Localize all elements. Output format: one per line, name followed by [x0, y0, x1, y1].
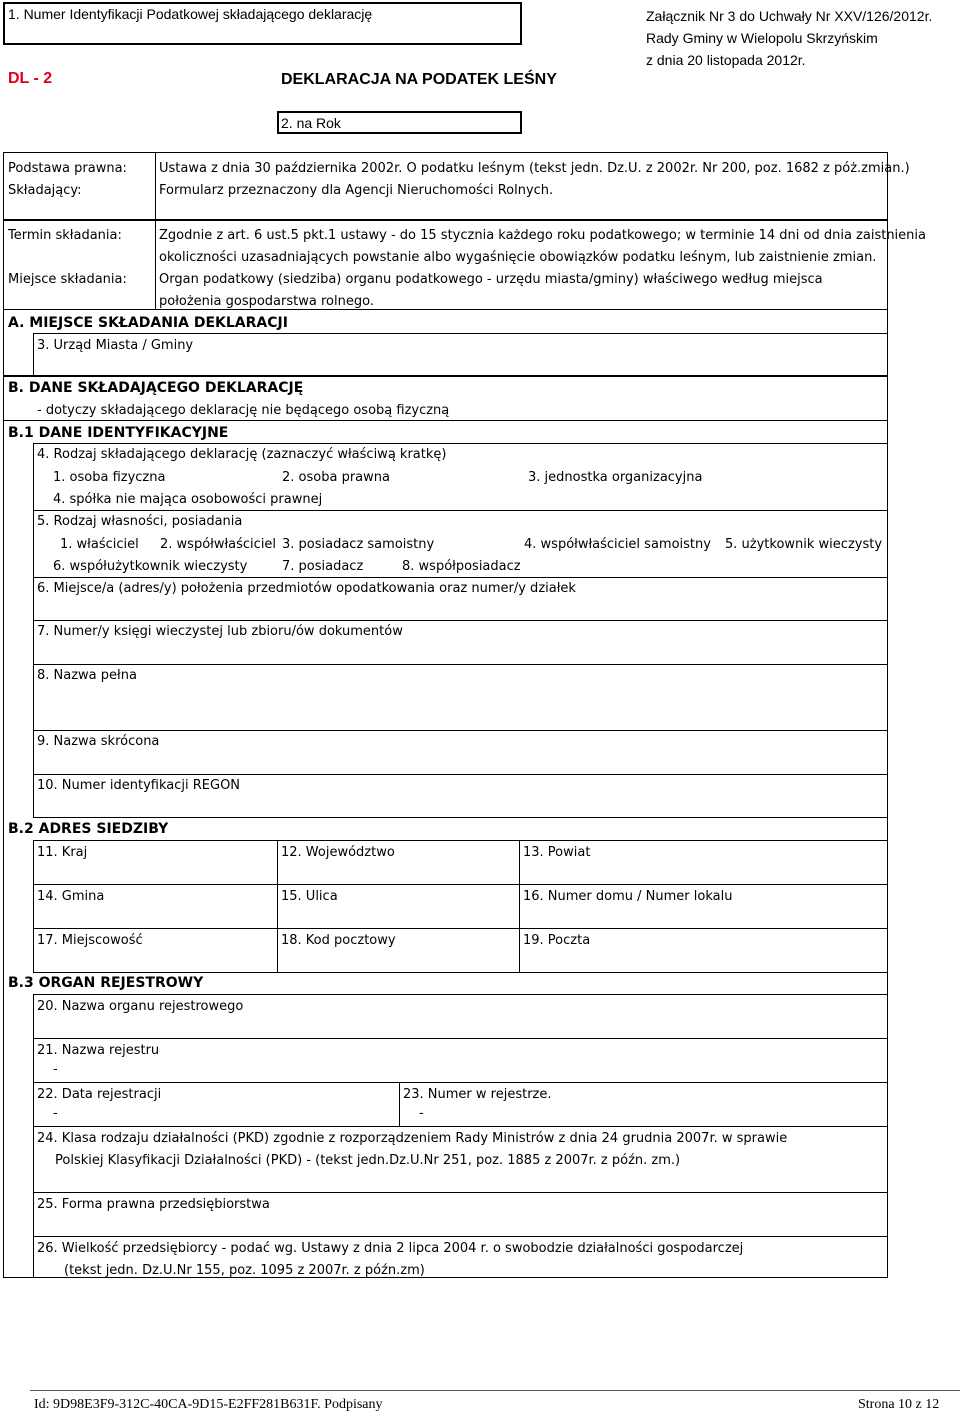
short-name-field[interactable] [33, 730, 888, 775]
form-code: DL - 2 [8, 70, 53, 87]
filer-value: Formularz przeznaczony dla Agencji Nieruchomości Rolnych. [159, 183, 554, 198]
section-b-note-divider [3, 420, 888, 421]
footer-divider [30, 1390, 960, 1391]
full-name-field[interactable] [33, 664, 888, 731]
registry-name-value: - [53, 1062, 58, 1077]
tax-year-field-label: 2. na Rok [281, 115, 341, 131]
short-name-label: 9. Nazwa skrócona [37, 734, 160, 749]
pkd-class-label-2: Polskiej Klasyfikacji Działalności (PKD) - (tekst jedn.Dz.U.Nr 251, poz. 1885 z 2007r. z późn. zm.) [55, 1153, 681, 1168]
ownership-option-1[interactable]: 1. właściciel [60, 537, 139, 552]
regon-label: 10. Numer identyfikacji REGON [37, 778, 241, 793]
section-b-note: - dotyczy składającego deklarację nie będącego osobą fizyczną [37, 403, 450, 418]
document-id: Id: 9D98E3F9-312C-40CA-9D15-E2FF281B631F. Podpisany [34, 1397, 383, 1412]
registry-authority-label: 20. Nazwa organu rejestrowego [37, 999, 244, 1014]
filer-type-option-3[interactable]: 3. jednostka organizacyjna [528, 470, 703, 485]
deadline-info-divider [155, 219, 156, 309]
ownership-option-7[interactable]: 7. posiadacz [282, 559, 364, 574]
deadline-label: Termin składania: [8, 228, 122, 243]
ownership-option-2[interactable]: 2. współwłaściciel [160, 537, 277, 552]
property-location-label: 6. Miejsce/a (adres/y) położenia przedmiotów opodatkowania oraz numer/y działek [37, 581, 576, 596]
full-name-label: 8. Nazwa pełna [37, 668, 137, 683]
locality-label: 17. Miejscowość [37, 933, 143, 948]
registry-name-label: 21. Nazwa rejestru [37, 1043, 160, 1058]
attachment-line-1: Załącznik Nr 3 do Uchwały Nr XXV/126/2012r. [646, 8, 933, 24]
house-number-label: 16. Numer domu / Numer lokalu [523, 889, 733, 904]
attachment-line-3: z dnia 20 listopada 2012r. [646, 52, 806, 68]
filer-type-option-4[interactable]: 4. spółka nie mająca osobowości prawnej [53, 492, 323, 507]
ownership-type-label: 5. Rodzaj własności, posiadania [37, 514, 243, 529]
ownership-option-4[interactable]: 4. współwłaściciel samoistny [524, 537, 711, 552]
legal-basis-value: Ustawa z dnia 30 października 2002r. O podatku leśnym (tekst jedn. Dz.U. z 2002r. Nr 200, poz. 1682 z póż.zmian.) [159, 161, 910, 176]
ownership-option-5[interactable]: 5. użytkownik wieczysty [725, 537, 883, 552]
legal-info-divider [155, 152, 156, 220]
registry-number-value: - [419, 1106, 424, 1121]
registry-name-field[interactable] [33, 1038, 888, 1083]
section-b-title: B. DANE SKŁADAJĄCEGO DEKLARACJĘ [8, 380, 304, 396]
filer-label: Składający: [8, 183, 82, 198]
filer-type-label: 4. Rodzaj składającego deklarację (zaznaczyć właściwą kratkę) [37, 447, 447, 462]
attachment-line-2: Rady Gminy w Wielopolu Skrzyńskim [646, 30, 878, 46]
place-label: Miejsce składania: [8, 272, 127, 287]
b3-title: B.3 ORGAN REJESTROWY [8, 975, 204, 991]
b2-title: B.2 ADRES SIEDZIBY [8, 821, 169, 837]
nip-field-label: 1. Numer Identyfikacji Podatkowej składającego deklarację [8, 6, 373, 22]
section-a-title: A. MIEJSCE SKŁADANIA DEKLARACJI [8, 315, 288, 331]
registration-date-value: - [53, 1106, 58, 1121]
voivodeship-label: 12. Województwo [281, 845, 395, 860]
place-value-1: Organ podatkowy (siedziba) organu podatkowego - urzędu miasta/gminy) właściwego według miejsca [159, 272, 823, 287]
ownership-option-6[interactable]: 6. współużytkownik wieczysty [53, 559, 248, 574]
postal-code-label: 18. Kod pocztowy [281, 933, 396, 948]
legal-form-label: 25. Forma prawna przedsiębiorstwa [37, 1197, 270, 1212]
enterprise-size-label-1: 26. Wielkość przedsiębiorcy - podać wg. Ustawy z dnia 2 lipca 2004 r. o swobodzie działalności gospodarczej [37, 1241, 744, 1256]
post-office-label: 19. Poczta [523, 933, 591, 948]
legal-basis-label: Podstawa prawna: [8, 161, 127, 176]
filer-type-option-2[interactable]: 2. osoba prawna [282, 470, 390, 485]
county-label: 13. Powiat [523, 845, 591, 860]
country-label: 11. Kraj [37, 845, 88, 860]
deadline-value-1: Zgodnie z art. 6 ust.5 pkt.1 ustawy - do 15 stycznia każdego roku podatkowego; w terminie 14 dni od dnia zaistnienia [159, 228, 926, 243]
deadline-value-2: okoliczności uzasadniających powstanie albo wygaśnięcie obowiązków podatku leśnym, lub zaistnienie zmian. [159, 250, 877, 265]
b1-title: B.1 DANE IDENTYFIKACYJNE [8, 425, 229, 441]
form-title: DEKLARACJA NA PODATEK LEŚNY [281, 71, 557, 88]
ownership-option-8[interactable]: 8. współposiadacz [402, 559, 521, 574]
pkd-class-label-1: 24. Klasa rodzaju działalności (PKD) zgodnie z rozporządzeniem Rady Ministrów z dnia 24 grudnia 2007r. w sprawie [37, 1131, 788, 1146]
page-number: Strona 10 z 12 [858, 1397, 940, 1412]
commune-label: 14. Gmina [37, 889, 105, 904]
tax-office-label: 3. Urząd Miasta / Gminy [37, 338, 194, 353]
enterprise-size-label-2: (tekst jedn. Dz.U.Nr 155, poz. 1095 z 2007r. z późn.zm) [64, 1263, 425, 1278]
land-register-label: 7. Numer/y księgi wieczystej lub zbioru/ów dokumentów [37, 624, 403, 639]
registration-date-label: 22. Data rejestracji [37, 1087, 162, 1102]
filer-type-option-1[interactable]: 1. osoba fizyczna [53, 470, 166, 485]
street-label: 15. Ulica [281, 889, 338, 904]
ownership-option-3[interactable]: 3. posiadacz samoistny [282, 537, 435, 552]
registry-number-label: 23. Numer w rejestrze. [403, 1087, 552, 1102]
place-value-2: położenia gospodarstwa rolnego. [159, 294, 374, 309]
